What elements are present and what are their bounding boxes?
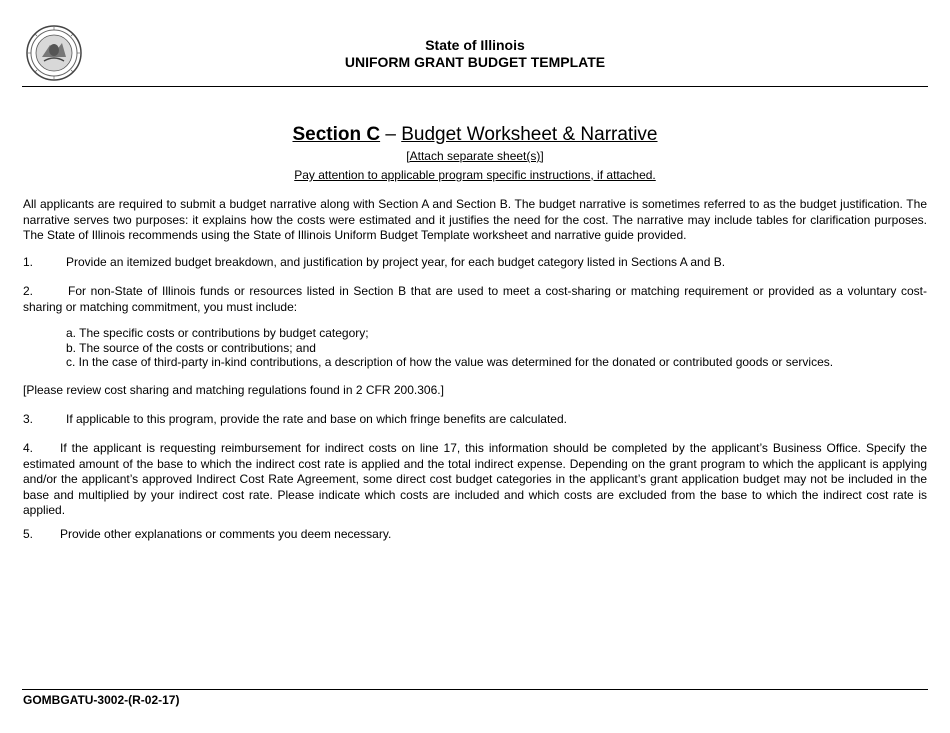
item-text: Provide other explanations or comments you deem necessary. [60,527,392,541]
header-divider [22,86,928,87]
instruction-item-4 [23,441,927,519]
item-text: For non-State of Illinois funds or resources listed in Section B that are used to meet a cost-sharing or matching requirement or provided as a voluntary cost-sharing or matching commitment, you must include: [23,284,927,314]
item-number: 1. [23,255,34,269]
section-label: Section C [292,124,381,145]
intro-paragraph: All applicants are required to submit a budget narrative along with Section A and Section B. The budget narrative is sometimes referred to as the budget justification. The narrative serves two purposes: it explains how the costs were estimated and it justifies the need for the cost. The narrative may include tables for clarification purposes. The State of Illinois recommends using the State of Illinois Uniform Budget Template worksheet and narrative guide provided. [23,197,927,242]
footer-divider [22,689,928,690]
sublist-item-a: a. The specific costs or contributions by budget category; [66,326,369,340]
item-number: 3. [23,412,34,426]
section-title [0,124,950,146]
item-number: 5. [23,527,34,541]
item-text: Provide an itemized budget breakdown, and justification by project year, for each budget category listed in Sections A and B. [66,255,726,269]
sublist-item-c: c. In the case of third-party in-kind contributions, a description of how the value was determined for the donated or contributed goods or services. [66,355,834,369]
item-number: 2. [23,284,34,298]
instruction-item-2 [23,284,927,315]
state-of-illinois-seal-icon [26,25,82,81]
instruction-item-3 [23,412,927,428]
attach-note: [Attach separate sheet(s)] [406,149,544,163]
form-id: GOMBGATU-3002-(R-02-17) [23,693,180,707]
item-number: 4. [23,441,34,455]
attention-note: Pay attention to applicable program specific instructions, if attached. [294,168,656,182]
sublist-item-b: b. The source of the costs or contributions; and [66,341,316,355]
instruction-item-5 [23,527,927,543]
template-title-header: UNIFORM GRANT BUDGET TEMPLATE [344,54,606,70]
section-name: Budget Worksheet & Narrative [401,124,658,145]
item-text: If the applicant is requesting reimbursement for indirect costs on line 17, this information should be completed by the applicant’s Business Office. Specify the estimated amount of the base to which the indirect cost rate is applied and the total indirect expense. Depending on the grant program to which the applicant is applying and/or the applicant’s approved Indirect Cost Rate Agreement, some direct cost budget categories in the applicant’s grant application budget may not be included in the base and multiplied by your indirect cost rate. Please indicate which costs are included and which costs are excluded from the base to which the indirect cost rate is applied. [23,441,927,517]
cfr-note: [Please review cost sharing and matching regulations found in 2 CFR 200.306.] [23,383,444,397]
section-dash: – [380,124,402,145]
instruction-item-1 [23,255,927,271]
item-text: If applicable to this program, provide the rate and base on which fringe benefits are calculated. [66,412,567,426]
state-name-header: State of Illinois [425,37,525,53]
